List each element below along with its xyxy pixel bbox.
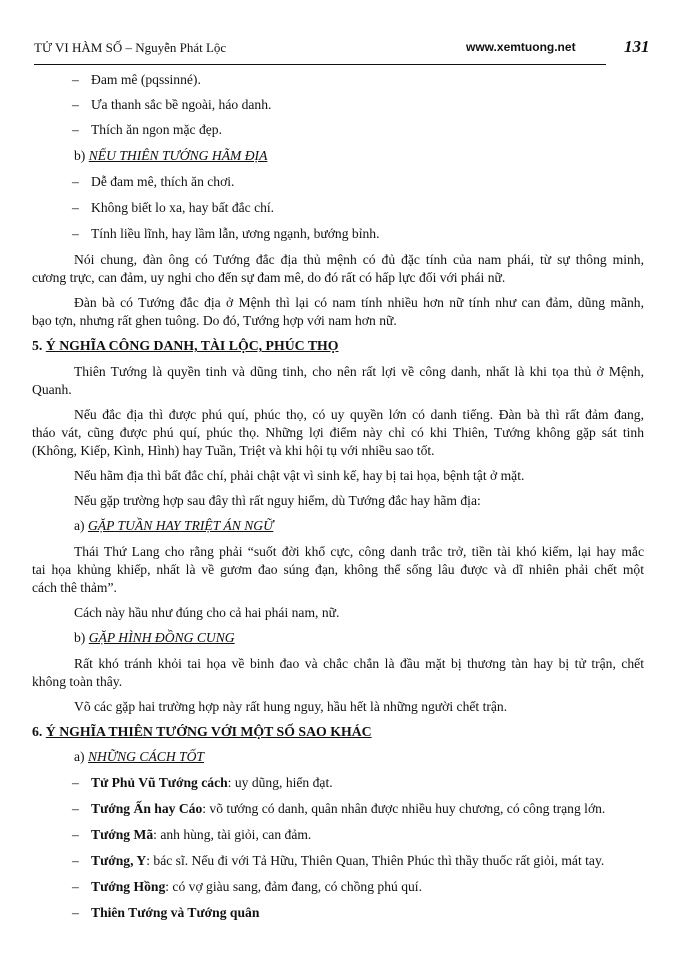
subheading-hinh-dong-cung xyxy=(32,629,686,646)
paragraph-line: cương trực, can đảm, uy nghi cho đến sự đam mê, do đó rất có hấp lực đối với phái nữ. xyxy=(32,270,506,285)
list-item-text: Không biết lo xa, hay bất đắc chí. xyxy=(91,200,275,215)
combo-desc: : anh hùng, tài giỏi, can đảm. xyxy=(153,827,312,842)
section-number: 5. xyxy=(32,338,46,353)
dash-bullet: – xyxy=(72,72,79,87)
subheading-prefix: a) xyxy=(74,518,88,533)
paragraph-line: (Không, Kiếp, Kình, Hình) hay Tuần, Triệt và khi hội tụ với nhiều sao tốt. xyxy=(32,443,435,458)
paragraph-line: Nếu hãm địa thì bất đắc chí, phải chật vật vì sinh kế, hay bị tai họa, bệnh tật ở mặt. xyxy=(74,468,525,483)
website-link[interactable]: www.xemtuong.net xyxy=(466,40,576,54)
combo-term: Tướng Ấn hay Cáo xyxy=(91,801,203,816)
page-number: 131 xyxy=(624,37,650,56)
section-heading-5 xyxy=(32,337,644,354)
dash-bullet: – xyxy=(72,122,79,137)
paragraph-line: Thái Thứ Lang cho rằng phải “suốt đời khổ cực, công danh trắc trở, tiền tài khó kiếm, lại hay mắc xyxy=(74,544,644,559)
dash-bullet: – xyxy=(72,97,79,112)
subheading-title: NHỮNG CÁCH TỐT xyxy=(87,749,204,764)
section-heading-6 xyxy=(32,723,644,740)
combo-desc: : bác sĩ. Nếu đi với Tả Hữu, Thiên Quan, Thiên Phúc thì thầy thuốc rất giỏi, mát tay. xyxy=(146,853,605,868)
dash-bullet: – xyxy=(72,174,79,189)
section-title: Ý NGHĨA THIÊN TƯỚNG VỚI MỘT SỐ SAO KHÁC xyxy=(45,724,372,739)
list-item xyxy=(32,173,684,190)
dash-bullet: – xyxy=(72,879,79,894)
list-item-text: Dễ đam mê, thích ăn chơi. xyxy=(91,174,235,189)
list-item-text: Tính liều lĩnh, hay lầm lẫn, ương ngạnh, bướng bỉnh. xyxy=(91,226,380,241)
combo-desc: : có vợ giàu sang, đảm đang, có chồng phú quí. xyxy=(165,879,422,894)
list-item-text: Ưa thanh sắc bề ngoài, háo danh. xyxy=(91,97,272,112)
list-item-text: Thích ăn ngon mặc đẹp. xyxy=(91,122,222,137)
section-title: Ý NGHĨA CÔNG DANH, TÀI LỘC, PHÚC THỌ xyxy=(45,338,339,353)
book-title: TỬ VI HÀM SỐ – Nguyễn Phát Lộc xyxy=(34,40,227,55)
subheading-title: GẶP HÌNH ĐỒNG CUNG xyxy=(88,630,235,645)
header-divider xyxy=(34,64,606,65)
paragraph-line: cách thê thảm”. xyxy=(32,580,117,595)
list-item xyxy=(32,225,684,242)
combo-desc: : võ tướng có danh, quân nhân được nhiều huy chương, có công trạng lớn. xyxy=(202,801,606,816)
paragraph-line: Đàn bà có Tướng đắc địa ở Mệnh thì lại có nam tính nhiều hơn nữ tính như can đảm, dũng mãnh, xyxy=(74,295,644,310)
dash-bullet: – xyxy=(72,853,79,868)
subheading-title: NẾU THIÊN TƯỚNG HÃM ĐỊA xyxy=(88,148,268,163)
dash-bullet: – xyxy=(72,775,79,790)
combo-term: Tử Phủ Vũ Tướng cách xyxy=(91,775,228,790)
list-item xyxy=(32,826,684,843)
dash-bullet: – xyxy=(72,226,79,241)
combo-desc: : uy dũng, hiển đạt. xyxy=(227,775,333,790)
page-header xyxy=(34,37,650,62)
list-item-text: Đam mê (pqssinné). xyxy=(91,72,201,87)
subheading-prefix: b) xyxy=(74,148,89,163)
list-item xyxy=(32,199,684,216)
paragraph-line: Nói chung, đàn ông có Tướng đắc địa thủ mệnh có đủ đặc tính của nam phái, từ sự thông minh, xyxy=(74,252,644,267)
subheading-prefix: b) xyxy=(74,630,89,645)
list-item xyxy=(32,904,684,921)
paragraph-line: tai họa khủng khiếp, nhất là về gươm đao súng đạn, không thể sống lâu được và dĩ nhiên phải chết một xyxy=(32,562,644,577)
list-item xyxy=(32,121,684,138)
combo-term: Thiên Tướng và Tướng quân xyxy=(91,905,260,920)
paragraph-line: Võ các gặp hai trường hợp này rất hung nguy, hầu hết là những người chết trận. xyxy=(74,699,508,714)
paragraph-line: Nếu gặp trường hợp sau đây thì rất nguy hiểm, dù Tướng đắc hay hãm địa: xyxy=(74,493,481,508)
list-item xyxy=(32,852,684,869)
list-item xyxy=(32,96,684,113)
dash-bullet: – xyxy=(72,827,79,842)
dash-bullet: – xyxy=(72,801,79,816)
list-item xyxy=(32,71,684,88)
paragraph-line: Rất khó tránh khỏi tai họa về binh đao và chắc chắn là đầu mặt bị thương tàn hay bị tử trận, chết xyxy=(74,656,644,671)
combo-term: Tướng Mã xyxy=(91,827,154,842)
paragraph-line: tháo vát, cũng được phú quí, phúc thọ. Những lợi điểm này chỉ có khi Thiên, Tướng không gặp sát tinh xyxy=(32,425,644,440)
list-item xyxy=(32,878,684,895)
list-item xyxy=(32,800,684,817)
subheading-ham-dia xyxy=(32,147,686,164)
combo-term: Tướng, Y xyxy=(91,853,147,868)
subheading-tuan-triet xyxy=(32,517,686,534)
subheading-good-combos xyxy=(32,748,686,765)
section-number: 6. xyxy=(32,724,46,739)
paragraph-line: Quanh. xyxy=(32,382,72,397)
paragraph-line: Thiên Tướng là quyền tinh và dũng tinh, cho nên rất lợi về công danh, nhất là khi tọa thủ ở Mệnh, xyxy=(74,364,644,379)
paragraph-line: Cách này hầu như đúng cho cả hai phái nam, nữ. xyxy=(74,605,340,620)
dash-bullet: – xyxy=(72,905,79,920)
combo-term: Tướng Hồng xyxy=(91,879,166,894)
list-item xyxy=(32,774,684,791)
subheading-prefix: a) xyxy=(74,749,88,764)
paragraph-line: bạo tợn, nhưng rất ghen tuông. Do đó, Tướng hợp với nam hơn nữ. xyxy=(32,313,397,328)
subheading-title: GẶP TUẦN HAY TRIỆT ÁN NGỮ xyxy=(87,518,274,533)
paragraph-line: không toàn thây. xyxy=(32,674,123,689)
paragraph-line: Nếu đắc địa thì được phú quí, phúc thọ, có uy quyền lớn có danh tiếng. Đàn bà thì rất đảm đang, xyxy=(74,407,644,422)
dash-bullet: – xyxy=(72,200,79,215)
